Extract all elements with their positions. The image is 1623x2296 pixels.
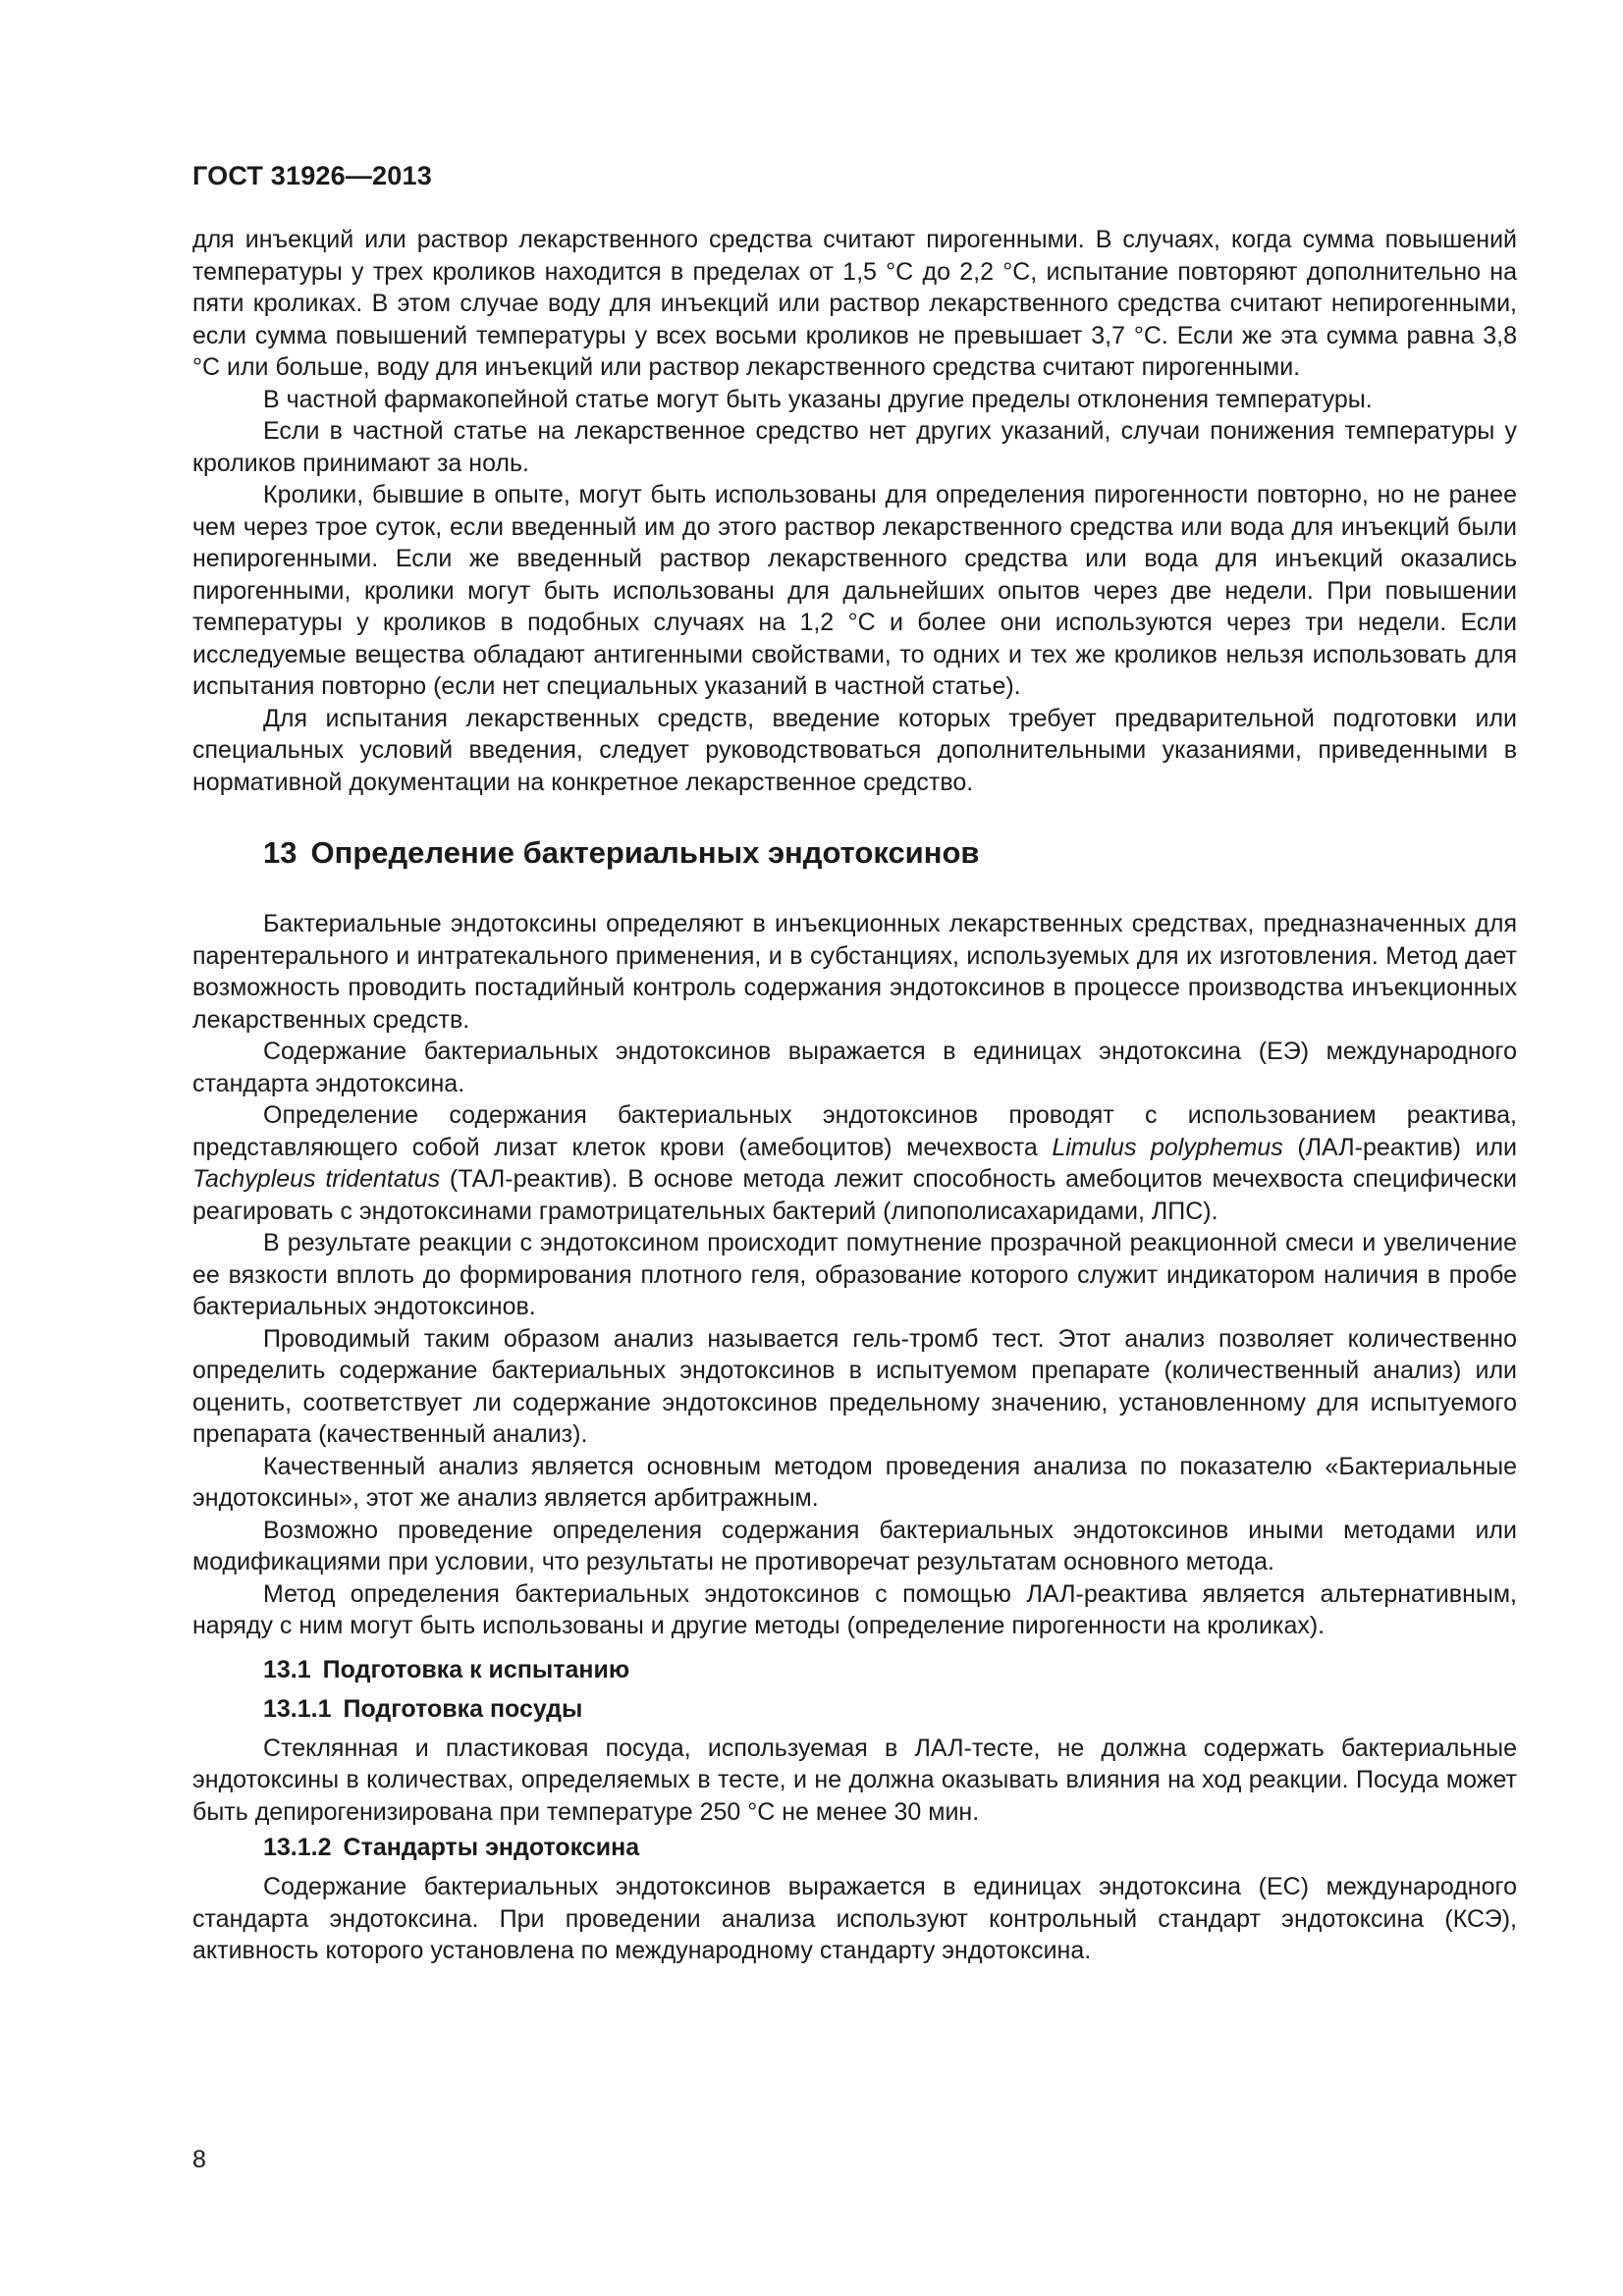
subsection-number: 13.1.2 xyxy=(263,1834,332,1861)
latin-species-name: Limulus polyphemus xyxy=(1052,1133,1283,1161)
document-body xyxy=(192,224,1517,1967)
section-number: 13 xyxy=(263,835,298,870)
text-run: Определение содержания бактериальных эндотоксинов проводят с использованием реактива, представляющего собой лизат клеток крови (амебоцитов) мечехвоста xyxy=(192,1101,1517,1161)
text-run: (ТАЛ-реактив). В основе метода лежит способность амебоцитов мечехвоста специфически реагировать с эндотоксинами грамотрицательных бактерий (липополисахаридами, ЛПС). xyxy=(192,1165,1517,1225)
paragraph: Содержание бактериальных эндотоксинов выражается в единицах эндотоксина (ЕС) международного стандарта эндотоксина. При проведении анализа используют контрольный стандарт эндотоксина (КСЭ), активность которого установлена по международному стандарту эндотоксина. xyxy=(192,1873,1517,1964)
paragraph: В частной фармакопейной статье могут быть указаны другие пределы отклонения температуры. xyxy=(263,385,1373,413)
paragraph: Содержание бактериальных эндотоксинов выражается в единицах эндотоксина (ЕЭ) международного стандарта эндотоксина. xyxy=(192,1038,1517,1097)
paragraph: Проводимый таким образом анализ называется гель-тромб тест. Этот анализ позволяет количественно определить содержание бактериальных эндотоксинов в испытуемом препарате (количественный анализ) или оценить, соответствует ли содержание эндотоксинов предельному значению, установленному для испытуемого препарата (качественный анализ). xyxy=(192,1324,1517,1448)
paragraph: Для испытания лекарственных средств, введение которых требует предварительной подготовки или специальных условий введения, следует руководствоваться дополнительными указаниями, приведенными в нормативной документации на конкретное лекарственное средство. xyxy=(192,704,1517,796)
document-header: ГОСТ 31926—2013 xyxy=(192,161,432,190)
paragraph: Качественный анализ является основным методом проведения анализа по показателю «Бактериальные эндотоксины», этот же анализ является арбитражным. xyxy=(192,1452,1517,1512)
subsection-number: 13.1 xyxy=(263,1655,311,1683)
subsection-heading xyxy=(263,1693,1517,1725)
subsection-number: 13.1.1 xyxy=(263,1694,332,1723)
paragraph: Если в частной статье на лекарственное средство нет других указаний, случаи понижения температуры у кроликов принимают за ноль. xyxy=(192,417,1517,477)
paragraph: Бактериальные эндотоксины определяют в инъекционных лекарственных средствах, предназначенных для парентерального и интратекального применения, и в субстанциях, используемых для их изготовления. Метод дает возможность проводить постадийный контроль содержания эндотоксинов в процессе производства инъекционных лекарственных средств. xyxy=(192,910,1517,1034)
section-heading xyxy=(263,833,1517,873)
text-run: (ЛАЛ-реактив) или xyxy=(1282,1133,1518,1161)
subsection-title: Подготовка посуды xyxy=(343,1694,583,1723)
paragraph: Кролики, бывшие в опыте, могут быть использованы для определения пирогенности повторно, но не ранее чем через трое суток, если введенный им до этого раствор лекарственного средства или вода для инъекций были непирогенными. Если же введенный раствор лекарственного средства или вода для инъекций оказались пирогенными, кролики могут быть использованы для дальнейших опытов через две недели. При повышении температуры у кроликов в подобных случаях на 1,2 °C и более они используются через три недели. Если исследуемые вещества обладают антигенными свойствами, то одних и тех же кроликов нельзя использовать для испытания повторно (если нет специальных указаний в частной статье). xyxy=(192,481,1517,700)
subsection-heading xyxy=(263,1832,1517,1863)
subsection-title: Стандарты эндотоксина xyxy=(343,1834,640,1861)
paragraph: В результате реакции с эндотоксином происходит помутнение прозрачной реакционной смеси и увеличение ее вязкости вплоть до формирования плотного геля, образование которого служит индикатором наличия в пробе бактериальных эндотоксинов. xyxy=(192,1229,1517,1320)
subsection-title: Подготовка к испытанию xyxy=(322,1655,630,1683)
paragraph-continuation: для инъекций или раствор лекарственного средства считают пирогенными. В случаях, когда сумма повышений температуры у трех кроликов находится в пределах от 1,5 °C до 2,2 °C, испытание повторяют дополнительно на пяти кроликах. В этом случае воду для инъекций или раствор лекарственного средства считают непирогенными, если сумма повышений температуры у всех восьми кроликов не превышает 3,7 °C. Если же эта сумма равна 3,8 °C или больше, воду для инъекций или раствор лекарственного средства считают пирогенными. xyxy=(192,226,1517,381)
latin-species-name: Tachypleus tridentatus xyxy=(192,1165,441,1193)
paragraph: Метод определения бактериальных эндотоксинов с помощью ЛАЛ-реактива является альтернативным, наряду с ним могут быть использованы и другие методы (определение пирогенности на кроликах). xyxy=(192,1579,1517,1639)
paragraph: Стеклянная и пластиковая посуда, используемая в ЛАЛ-тесте, не должна содержать бактериальные эндотоксины в количествах, определяемых в тесте, и не должна оказывать влияния на ход реакции. Посуда может быть депирогенизирована при температуре 250 °C не менее 30 мин. xyxy=(192,1734,1517,1826)
paragraph-with-latin-names xyxy=(192,1099,1517,1227)
paragraph: Возможно проведение определения содержания бактериальных эндотоксинов иными методами или модификациями при условии, что результаты не противоречат результатам основного метода. xyxy=(192,1516,1517,1575)
page-number: 8 xyxy=(192,2146,206,2173)
subsection-heading xyxy=(263,1654,1517,1685)
section-title-text: Определение бактериальных эндотоксинов xyxy=(310,835,980,870)
